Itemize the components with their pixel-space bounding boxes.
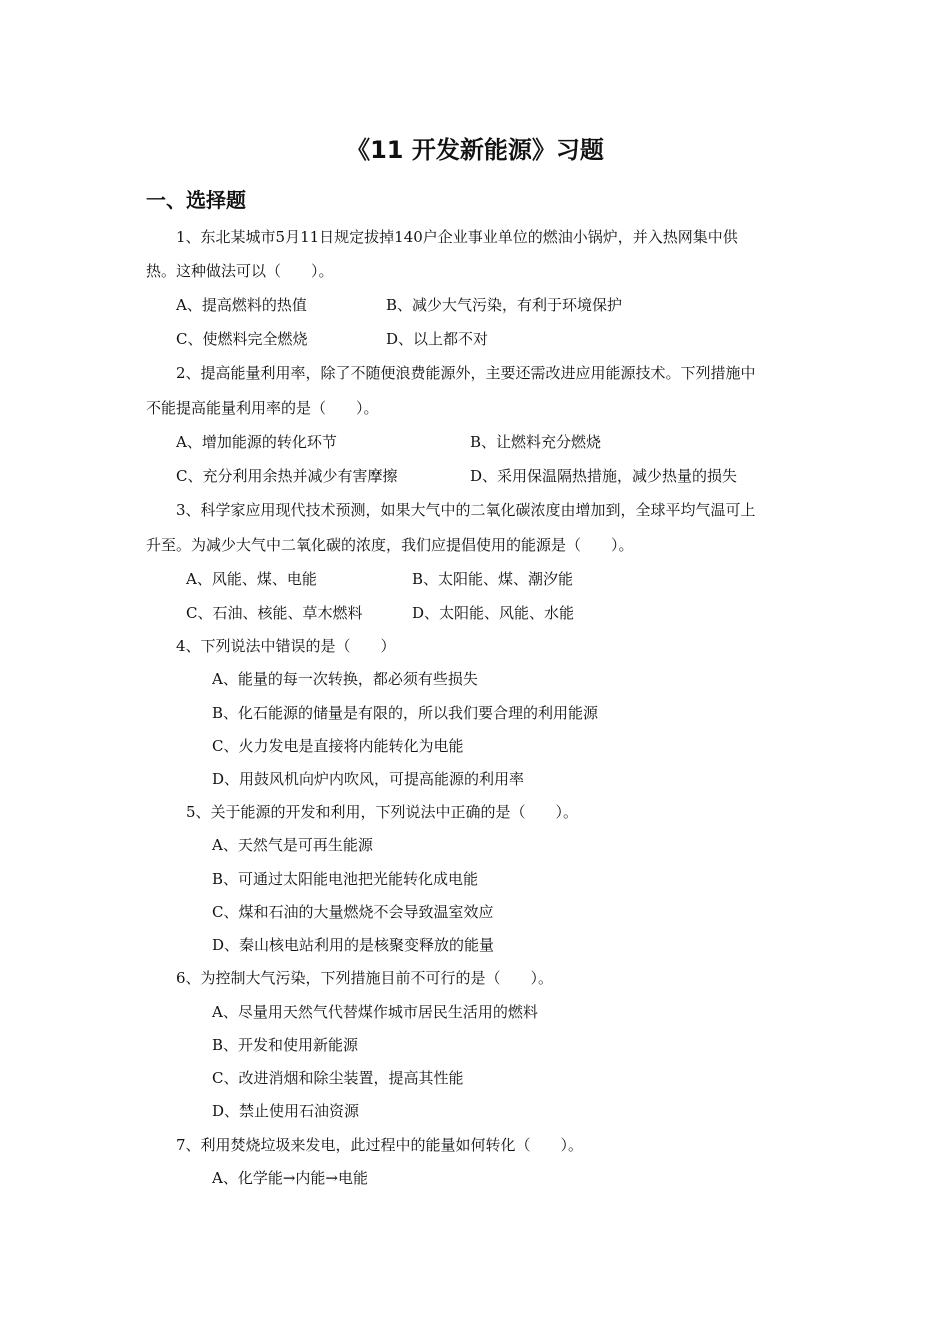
question-4-option-c: C、火力发电是直接将内能转化为电能 (212, 737, 464, 755)
question-2-text: 2、提高能量利用率，除了不随便浪费能源外，主要还需改进应用能源技术。下列措施中 (176, 364, 756, 382)
question-1-option-d: D、以上都不对 (386, 330, 489, 348)
question-1-option-b: B、减少大气污染，有利于环境保护 (386, 296, 623, 314)
question-5-option-a: A、天然气是可再生能源 (212, 836, 373, 854)
question-3-option-c: C、石油、核能、草木燃料 (186, 604, 363, 622)
question-6-option-b: B、开发和使用新能源 (212, 1036, 359, 1054)
question-5-option-b: B、可通过太阳能电池把光能转化成电能 (212, 870, 479, 888)
question-5-option-c: C、煤和石油的大量燃烧不会导致温室效应 (212, 903, 494, 921)
question-1-option-c: C、使燃料完全燃烧 (176, 330, 308, 348)
question-3-option-b: B、太阳能、煤、潮汐能 (412, 570, 574, 588)
question-2-text-cont: 不能提高能量利用率的是（ ）。 (146, 399, 379, 417)
question-6-option-d: D、禁止使用石油资源 (212, 1102, 360, 1120)
question-1-text-cont: 热。这种做法可以（ ）。 (146, 262, 334, 280)
question-1-text: 1、东北某城市5月11日规定拔掉140户企业事业单位的燃油小锅炉，并入热网集中供 (176, 228, 738, 246)
question-3-option-d: D、太阳能、风能、水能 (412, 604, 575, 622)
question-7-option-a: A、化学能→内能→电能 (212, 1169, 368, 1187)
question-7-text: 7、利用焚烧垃圾来发电，此过程中的能量如何转化（ ）。 (176, 1136, 584, 1154)
question-4-text: 4、下列说法中错误的是（ ） (176, 637, 396, 655)
question-6-option-c: C、改进消烟和除尘装置，提高其性能 (212, 1069, 464, 1087)
question-6-option-a: A、尽量用天然气代替煤作城市居民生活用的燃料 (212, 1003, 538, 1021)
question-2-option-a: A、增加能源的转化环节 (176, 433, 337, 451)
section-heading: 一、选择题 (146, 188, 246, 212)
question-1-option-a: A、提高燃料的热值 (176, 296, 307, 314)
question-5-text: 5、关于能源的开发和利用，下列说法中正确的是（ ）。 (186, 803, 579, 821)
question-5-option-d: D、秦山核电站利用的是核聚变释放的能量 (212, 936, 495, 954)
question-6-text: 6、为控制大气污染，下列措施目前不可行的是（ ）。 (176, 969, 554, 987)
question-2-option-d: D、采用保温隔热措施，减少热量的损失 (470, 467, 738, 485)
question-3-text-cont: 升至。为减少大气中二氧化碳的浓度，我们应提倡使用的能源是（ ）。 (146, 536, 634, 554)
page-title: 《11 开发新能源》习题 (346, 136, 604, 164)
question-4-option-a: A、能量的每一次转换，都必须有些损失 (212, 670, 478, 688)
question-3-option-a: A、风能、煤、电能 (186, 570, 317, 588)
question-3-text: 3、科学家应用现代技术预测，如果大气中的二氧化碳浓度由增加到，全球平均气温可上 (176, 501, 756, 519)
question-2-option-c: C、充分利用余热并减少有害摩擦 (176, 467, 398, 485)
question-4-option-d: D、用鼓风机向炉内吹风，可提高能源的利用率 (212, 770, 525, 788)
question-4-option-b: B、化石能源的储量是有限的，所以我们要合理的利用能源 (212, 704, 599, 722)
question-2-option-b: B、让燃料充分燃烧 (470, 433, 602, 451)
